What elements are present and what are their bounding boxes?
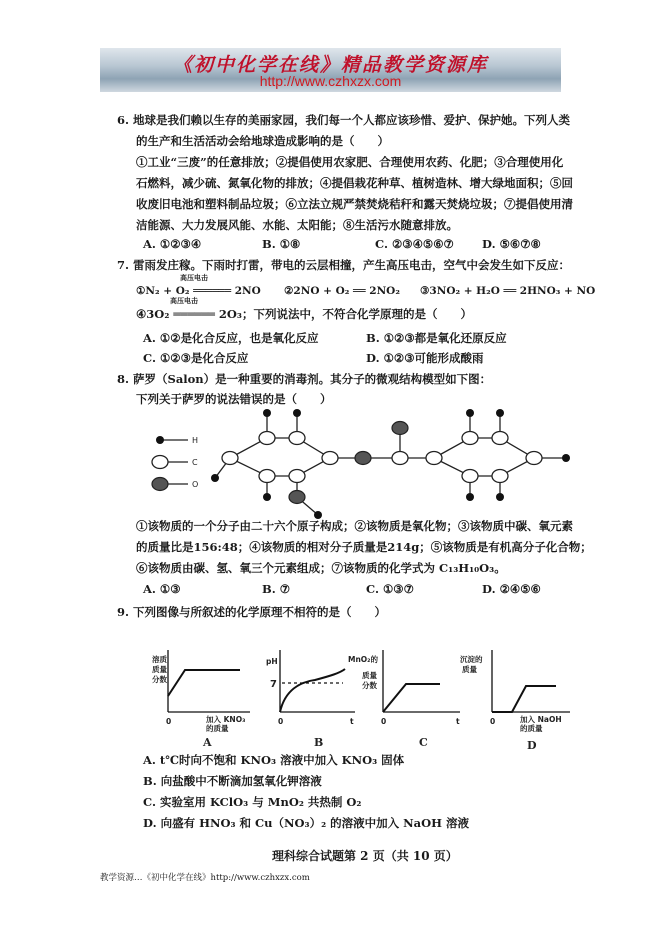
q7-equation-1: ①N₂ + O₂ ══════ 2NO bbox=[136, 285, 261, 297]
q9-option-a: A. t℃时向不饱和 KNO₃ 溶液中加入 KNO₃ 固体 bbox=[143, 753, 405, 767]
graph-d-label: D bbox=[527, 739, 537, 752]
graph-d-ylabel: 沉淀的 bbox=[460, 655, 483, 664]
graph-d-xlabel: 加入 NaOH bbox=[520, 715, 562, 724]
oxygen-atom bbox=[289, 491, 305, 504]
hydrogen-atom bbox=[156, 436, 164, 444]
graph-a-origin: 0 bbox=[166, 717, 172, 726]
q8-option-b: B. ⑦ bbox=[262, 582, 291, 596]
graph-c-ylabel: MnO₂的 bbox=[348, 655, 378, 664]
graph-c-xlabel: t bbox=[456, 717, 460, 726]
graph-a-axes bbox=[168, 650, 250, 712]
graph-a-curve bbox=[168, 670, 240, 696]
legend-label-o: O bbox=[192, 480, 199, 489]
hydrogen-atom bbox=[496, 409, 504, 417]
q6-option-d: D. ⑤⑥⑦⑧ bbox=[482, 237, 541, 251]
legend-label-h: H bbox=[192, 436, 199, 445]
q9-intro: 9. 下列图像与所叙述的化学原理不相符的是（ ） bbox=[117, 605, 387, 619]
graph-d-xlabel: 的质量 bbox=[520, 724, 543, 733]
graph-b-curve bbox=[280, 669, 345, 712]
graph-a-ylabel: 质量 bbox=[152, 665, 167, 674]
carbon-atom bbox=[152, 456, 168, 469]
q9-option-b: B. 向盐酸中不断滴加氢氧化钾溶液 bbox=[143, 774, 322, 788]
q7-option-d: D. ①②③可能形成酸雨 bbox=[366, 351, 484, 365]
graph-c-axes bbox=[383, 650, 460, 712]
graph-b-ref-value: 7 bbox=[270, 679, 277, 690]
q8-option-c: C. ①③⑦ bbox=[366, 582, 414, 596]
graph-c-curve bbox=[383, 684, 440, 712]
graph-d-origin: 0 bbox=[490, 717, 496, 726]
q6-option-a: A. ①②③④ bbox=[143, 237, 202, 251]
hydrogen-atom bbox=[293, 409, 301, 417]
q7-equation-4: ④3O₂ ══════ 2O₃；下列说法中，不符合化学原理的是（ ） bbox=[136, 307, 472, 321]
graph-a-ylabel: 溶质 bbox=[152, 655, 167, 664]
q6-line: 洁能源、大力发展风能、水能、太阳能；⑧生活污水随意排放。 bbox=[136, 218, 458, 232]
q8-statement: 的质量比是156:48；④该物质的相对分子质量是214g；⑤该物质是有机高分子化合物； bbox=[136, 540, 592, 554]
graph-a-xlabel: 加入 KNO₃ bbox=[206, 715, 246, 724]
oxygen-atom bbox=[392, 422, 408, 435]
hydrogen-atom bbox=[466, 493, 474, 501]
hydrogen-atom bbox=[496, 493, 504, 501]
source-line: 教学资源…《初中化学在线》http://www.czhxzx.com bbox=[100, 873, 310, 883]
graph-c-origin: 0 bbox=[381, 717, 387, 726]
q6-line: 石燃料，减少硫、氮氧化物的排放；④提倡栽花种草、植树造林、增大绿地面积；⑤回 bbox=[136, 176, 573, 190]
graph-a-ylabel: 分数 bbox=[152, 675, 167, 684]
graph-c-label: C bbox=[419, 736, 428, 749]
q6-line: ①工业“三废”的任意排放；②提倡使用农家肥、合理使用农药、化肥；③合理使用化 bbox=[136, 155, 564, 169]
graph-c-ylabel: 质量 bbox=[362, 671, 377, 680]
graph-b-label: B bbox=[314, 736, 324, 749]
graph-b-axes bbox=[280, 650, 355, 712]
banner-url: http://www.czhxzx.com bbox=[259, 73, 402, 89]
q8-statement: ⑥该物质由碳、氢、氧三个元素组成；⑦该物质的化学式为 C₁₃H₁₀O₃。 bbox=[136, 561, 506, 575]
graph-c-ylabel: 分数 bbox=[362, 681, 377, 690]
q7-option-a: A. ①②是化合反应，也是氧化反应 bbox=[143, 331, 319, 345]
q6-option-c: C. ②③④⑤⑥⑦ bbox=[375, 237, 454, 251]
reaction-condition: 高压电击 bbox=[170, 296, 198, 305]
q7-option-c: C. ①②③是化合反应 bbox=[143, 351, 249, 365]
page-footer: 理科综合试题第 2 页（共 10 页） bbox=[272, 849, 458, 863]
q8-statement: ①该物质的一个分子由二十六个原子构成；②该物质是氧化物；③该物质中碳、氧元素 bbox=[136, 519, 573, 533]
q7-equation-3: ③3NO₂ + H₂O ══ 2HNO₃ + NO bbox=[420, 285, 596, 297]
oxygen-atom bbox=[152, 478, 168, 491]
graph-b-xlabel: t bbox=[350, 717, 354, 726]
q7-equation-2: ②2NO + O₂ ══ 2NO₂ bbox=[284, 285, 400, 297]
q6-line: 6. 地球是我们赖以生存的美丽家园，我们每一个人都应该珍惜、爱护、保护她。下列人类 bbox=[117, 113, 571, 127]
graph-a-label: A bbox=[203, 736, 212, 749]
q8-intro: 8. 萨罗（Salon）是一种重要的消毒剂。其分子的微观结构模型如下图： bbox=[117, 372, 492, 386]
graph-d-axes bbox=[492, 650, 570, 712]
hydrogen-atom bbox=[466, 409, 474, 417]
oxygen-atom bbox=[355, 452, 371, 465]
q8-option-d: D. ②④⑤⑥ bbox=[482, 582, 541, 596]
q9-option-d: D. 向盛有 HNO₃ 和 Cu（NO₃）₂ 的溶液中加入 NaOH 溶液 bbox=[143, 816, 469, 830]
graph-b-ylabel: pH bbox=[266, 657, 278, 666]
graph-b-origin: 0 bbox=[278, 717, 284, 726]
q8-question: 下列关于萨罗的说法错误的是（ ） bbox=[136, 392, 332, 406]
q8-option-a: A. ①③ bbox=[143, 582, 181, 596]
q9-option-c: C. 实验室用 KClO₃ 与 MnO₂ 共热制 O₂ bbox=[143, 795, 362, 809]
hydrogen-atom bbox=[263, 409, 271, 417]
reaction-condition: 高压电击 bbox=[180, 273, 208, 282]
q6-line: 的生产和生活活动会给地球造成影响的是（ ） bbox=[136, 134, 389, 148]
hydrogen-atom bbox=[263, 493, 271, 501]
hydrogen-atom bbox=[211, 474, 219, 482]
graph-d-ylabel: 质量 bbox=[462, 665, 477, 674]
q7-option-b: B. ①②③都是氧化还原反应 bbox=[366, 331, 507, 345]
q6-line: 收废旧电池和塑料制品垃圾；⑥立法立规严禁焚烧秸秆和露天焚烧垃圾；⑦提倡使用清 bbox=[136, 197, 573, 211]
graph-a-xlabel: 的质量 bbox=[206, 724, 229, 733]
graph-d-curve bbox=[492, 686, 556, 712]
atoms bbox=[152, 409, 570, 519]
hydrogen-atom bbox=[562, 454, 570, 462]
legend-label-c: C bbox=[192, 458, 198, 467]
banner-title: 《初中化学在线》精品教学资源库 bbox=[172, 54, 488, 76]
q7-intro: 7. 雷雨发庄稼。下雨时打雷，带电的云层相撞，产生高压电击，空气中会发生如下反应： bbox=[117, 258, 571, 272]
q6-option-b: B. ①⑧ bbox=[262, 237, 301, 251]
